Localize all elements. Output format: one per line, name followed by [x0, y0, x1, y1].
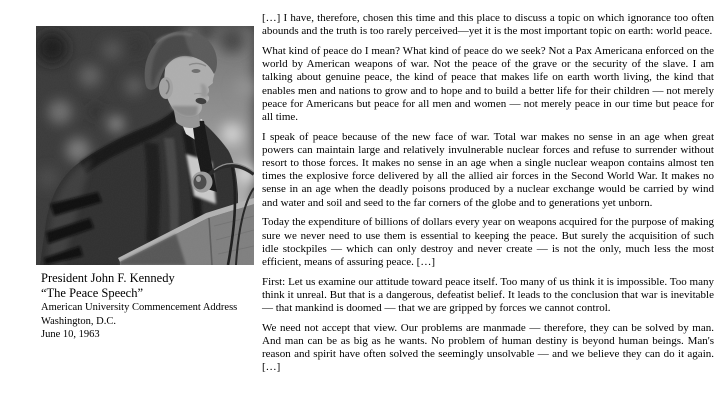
caption-speech-title: “The Peace Speech” — [41, 286, 144, 300]
jfk-photo — [36, 26, 254, 265]
speech-paragraph: First: Let us examine our attitude toward peace itself. Too many of us think it is impossible. Too many think it unreal. But that is a dangerous, defeatist belief. It leads to the conclusion that war is inevitable — that mankind is doomed — that we are gripped by forces we cannot control. — [262, 275, 714, 315]
photo-caption — [36, 271, 254, 342]
caption-event: American University Commencement Address — [41, 302, 238, 313]
speech-paragraph: What kind of peace do I mean? What kind of peace do we seek? Not a Pax Americana enforced on the world by American weapons of war. Not the peace of the grave or the security of the slave. I am talking about genuine peace, the kind of peace that makes life on earth worth living, the kind that enables men and nations to grow and to hope and to build a better life for their children — not merely peace for Americans but peace for all men and women — not merely peace in our time but peace for all time. — [262, 44, 714, 123]
caption-location: Washington, D.C. — [41, 315, 116, 327]
photo-figure — [36, 26, 254, 342]
speech-text — [262, 12, 714, 381]
speech-paragraph: I speak of peace because of the new face of war. Total war makes no sense in an age when great powers can maintain large and relatively invulnerable nuclear forces and refuse to surrender without resort to those forces. It makes no sense in an age when a single nuclear weapon contains almost ten times the explosive force delivered by all the allied air forces in the Second World War. It makes no sense in an age when the deadly poisons produced by a nuclear exchange would be carried by wind and water and soil and seed to the far corners of the globe and to generations yet unborn. — [262, 130, 714, 209]
speech-paragraph: Today the expenditure of billions of dollars every year on weapons acquired for the purpose of making sure we never need to use them is essential to keeping the peace. But surely the acquisition of such idle stockpiles — which can only destroy and never create — is not the only, much less the most efficient, means of assuring peace. […] — [262, 216, 714, 268]
caption-speaker: President John F. Kennedy — [41, 271, 175, 285]
caption-date: June 10, 1963 — [41, 329, 100, 340]
speech-paragraph: […] I have, therefore, chosen this time and this place to discuss a topic on which ignorance too often abounds and the truth is too rarely perceived—yet it is the most important topic on earth: world peace. — [262, 12, 714, 38]
speech-paragraph: We need not accept that view. Our problems are manmade — therefore, they can be solved by man. And man can be as big as he wants. No problem of human destiny is beyond human beings. Man's reason and spirit have often solved the seemingly unsolvable — and we believe they can do it again. […] — [262, 321, 714, 374]
film-grain-overlay — [36, 26, 254, 265]
